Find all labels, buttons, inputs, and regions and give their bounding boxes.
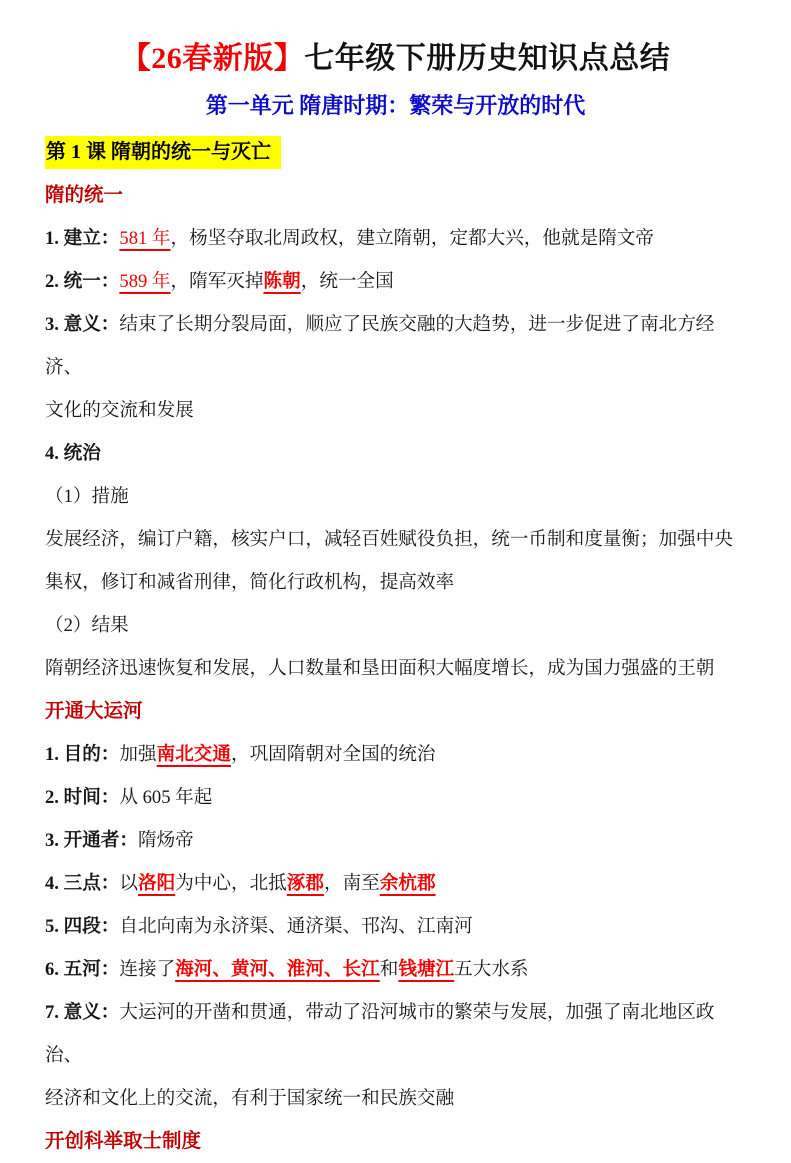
unit-subtitle: 第一单元 隋唐时期：繁荣与开放的时代 — [205, 93, 586, 118]
text-run: 从 605 年起 — [119, 787, 213, 808]
key-term-red-bold-underline: 余杭郡 — [379, 873, 436, 894]
key-term-red-bold-underline: 南北交通 — [156, 744, 231, 765]
text-run: 隋炀帝 — [137, 830, 194, 851]
paragraph — [45, 303, 746, 432]
text-run: ，隋军灭掉 — [170, 271, 264, 292]
text-run: 为中心，北抵 — [175, 873, 287, 894]
list-item-label: 2. 时间： — [45, 787, 120, 808]
lesson-header-row — [45, 136, 746, 169]
lesson-header-highlight: 第 1 课 隋朝的统一与灭亡 — [45, 136, 281, 169]
title-main-text: 七年级下册历史知识点总结 — [304, 42, 671, 75]
key-term-red-bold-underline: 洛阳 — [138, 873, 176, 894]
list-item-label: 3. 意义： — [45, 314, 120, 335]
paragraph — [45, 475, 746, 518]
text-run: 文化的交流和发展 — [45, 400, 194, 421]
list-item-label: 1. 目的： — [45, 744, 120, 765]
list-item-label: 4. 三点： — [45, 873, 120, 894]
key-term-red-bold-underline: 涿郡 — [286, 873, 324, 894]
paragraph — [45, 217, 746, 260]
list-item-label: 2. 统一： — [45, 271, 120, 292]
text-run: 开创科举取士制度 — [45, 1131, 202, 1152]
text-run: 集权，修订和减省刑律，简化行政机构，提高效率 — [45, 572, 455, 593]
paragraph — [45, 905, 746, 948]
list-item-label: 6. 五河： — [45, 959, 120, 980]
text-run: 连接了 — [119, 959, 176, 980]
key-term-red-underline: 581 年 — [119, 228, 171, 249]
text-run: （1）措施 — [45, 486, 129, 507]
text-run: 隋朝经济迅速恢复和发展，人口数量和垦田面积大幅度增长，成为国力强盛的王朝 — [45, 658, 715, 679]
text-run: 经济和文化上的交流，有利于国家统一和民族交融 — [45, 1088, 455, 1109]
text-run: 开通大运河 — [45, 701, 143, 722]
paragraph — [45, 776, 746, 819]
text-run: ，南至 — [323, 873, 380, 894]
section-heading — [45, 1120, 746, 1163]
text-run: 结束了长期分裂局面，顺应了民族交融的大趋势，进一步促进了南北方经济、 — [45, 314, 715, 378]
paragraph — [45, 432, 746, 475]
key-term-red-underline: 589 年 — [119, 271, 171, 292]
title-edition-tag: 【26春新版】 — [120, 42, 305, 75]
paragraph — [45, 819, 746, 862]
paragraph — [45, 991, 746, 1120]
list-item-label: 4. 统治 — [45, 443, 101, 464]
text-run: （2）结果 — [45, 615, 129, 636]
document-title — [45, 36, 746, 82]
key-term-red-bold-underline: 海河、黄河、淮河、长江 — [175, 959, 380, 980]
paragraph — [45, 518, 746, 604]
text-run: 加强 — [119, 744, 157, 765]
text-run: ，杨坚夺取北周政权，建立隋朝，定都大兴，他就是隋文帝 — [170, 228, 654, 249]
text-run: 五大水系 — [454, 959, 529, 980]
text-run: ，统一全国 — [300, 271, 394, 292]
paragraph — [45, 862, 746, 905]
text-run: 大运河的开凿和贯通，带动了沿河城市的繁荣与发展，加强了南北地区政治、 — [45, 1002, 715, 1066]
key-term-red-bold-underline: 钱塘江 — [398, 959, 455, 980]
text-run: 和 — [379, 959, 399, 980]
list-item-label: 1. 建立： — [45, 228, 120, 249]
list-item-label: 7. 意义： — [45, 1002, 120, 1023]
key-term-red-bold-underline: 陈朝 — [263, 271, 301, 292]
paragraph — [45, 260, 746, 303]
paragraph — [45, 647, 746, 690]
section-heading — [45, 174, 746, 217]
text-run: 发展经济，编订户籍，核实户口，减轻百姓赋役负担，统一币制和度量衡；加强中央 — [45, 529, 733, 550]
paragraph — [45, 948, 746, 991]
section-heading — [45, 690, 746, 733]
text-run: 自北向南为永济渠、通济渠、邗沟、江南河 — [119, 916, 473, 937]
list-item-label: 5. 四段： — [45, 916, 120, 937]
paragraph — [45, 604, 746, 647]
text-run: 隋的统一 — [45, 185, 124, 206]
paragraph — [45, 733, 746, 776]
text-run: 以 — [119, 873, 138, 894]
text-run: ，巩固隋朝对全国的统治 — [230, 744, 436, 765]
list-item-label: 3. 开通者： — [45, 830, 138, 851]
document-body — [45, 174, 746, 1163]
